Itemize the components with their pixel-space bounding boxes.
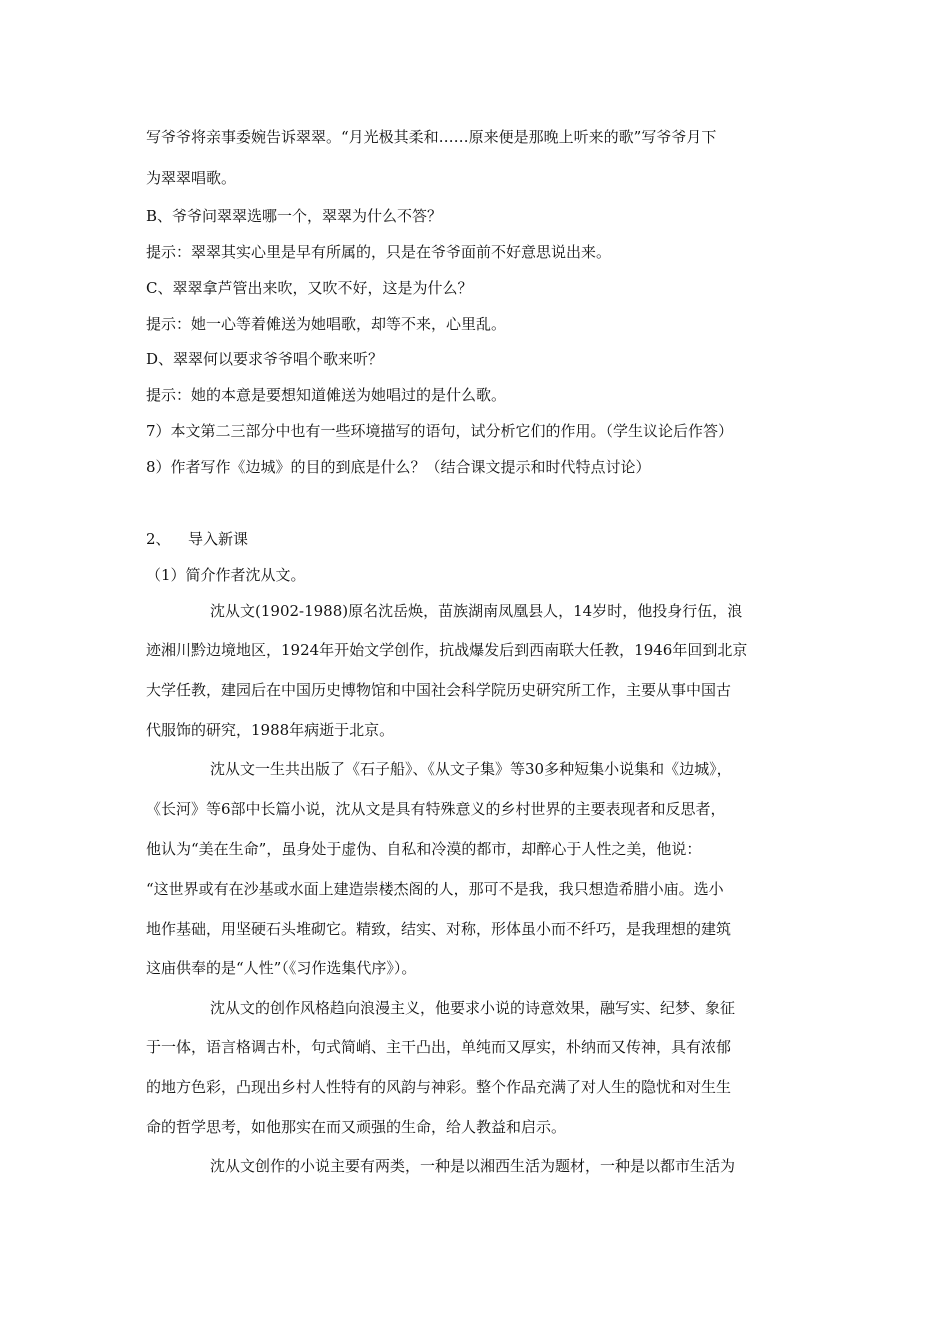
paragraph-line: 沈从文创作的小说主要有两类，一种是以湘西生活为题材，一种是以都市生活为 bbox=[210, 1157, 736, 1175]
paragraph-line: “这世界或有在沙基或水面上建造崇楼杰阁的人，那可不是我，我只想造希腊小庙。选小 bbox=[146, 880, 724, 898]
section-number: 2、 bbox=[146, 530, 171, 548]
paragraph-line: 的地方色彩，凸现出乡村人性特有的风韵与神彩。整个作品充满了对人生的隐忧和对生生 bbox=[146, 1078, 732, 1096]
list-item-b: B、爷爷问翠翠选哪一个，翠翠为什么不答？ bbox=[146, 207, 443, 225]
paragraph-line: 《长河》等6部中长篇小说，沈从文是具有特殊意义的乡村世界的主要表现者和反思者， bbox=[146, 800, 726, 818]
paragraph-line: 于一体，语言格调古朴，句式简峭、主干凸出，单纯而又厚实，朴纳而又传神，具有浓郁 bbox=[146, 1038, 732, 1056]
paragraph-line: 他认为“美在生命”，虽身处于虚伪、自私和冷漠的都市，却醉心于人性之美，他说： bbox=[146, 840, 702, 858]
hint-line: 提示：她的本意是要想知道傩送为她唱过的是什么歌。 bbox=[146, 386, 507, 404]
list-item-d: D、翠翠何以要求爷爷唱个歌来听？ bbox=[146, 350, 384, 368]
paragraph-line: 沈从文的创作风格趋向浪漫主义，他要求小说的诗意效果，融写实、纪梦、象征 bbox=[210, 999, 736, 1017]
hint-line: 提示：翠翠其实心里是早有所属的，只是在爷爷面前不好意思说出来。 bbox=[146, 243, 612, 261]
paragraph-line: 迹湘川黔边境地区，1924年开始文学创作，抗战爆发后到西南联大任教，1946年回到北京 bbox=[146, 641, 748, 659]
text-line: 为翠翠唱歌。 bbox=[146, 169, 237, 187]
subsection-heading: （1）简介作者沈从文。 bbox=[146, 566, 306, 584]
question-8: 8）作者写作《边城》的目的到底是什么？（结合课文提示和时代特点讨论） bbox=[146, 458, 651, 476]
paragraph-line: 沈从文(1902-1988)原名沈岳焕，苗族湖南凤凰县人，14岁时，他投身行伍，浪 bbox=[210, 602, 743, 620]
paragraph-line: 代服饰的研究，1988年病逝于北京。 bbox=[146, 721, 395, 739]
paragraph-line: 这庙供奉的是“人性”（《习作选集代序》）。 bbox=[146, 959, 417, 977]
hint-line: 提示：她一心等着傩送为她唱歌，却等不来，心里乱。 bbox=[146, 315, 507, 333]
text-line: 写爷爷将亲事委婉告诉翠翠。“月光极其柔和……原来便是那晚上听来的歌”写爷爷月下 bbox=[146, 128, 717, 146]
paragraph-line: 沈从文一生共出版了《石子船》、《从文子集》等30多种短集小说集和《边城》， bbox=[210, 760, 732, 778]
paragraph-line: 命的哲学思考，如他那实在而又顽强的生命，给人教益和启示。 bbox=[146, 1118, 567, 1136]
section-title: 导入新课 bbox=[188, 530, 249, 548]
paragraph-line: 地作基础，用坚硬石头堆砌它。精致，结实、对称，形体虽小而不纤巧，是我理想的建筑 bbox=[146, 920, 732, 938]
list-item-c: C、翠翠拿芦管出来吹，又吹不好，这是为什么？ bbox=[146, 279, 473, 297]
paragraph-line: 大学任教，建园后在中国历史博物馆和中国社会科学院历史研究所工作，主要从事中国古 bbox=[146, 681, 732, 699]
question-7: 7）本文第二三部分中也有一些环境描写的语句，试分析它们的作用。（学生议论后作答） bbox=[146, 422, 734, 440]
